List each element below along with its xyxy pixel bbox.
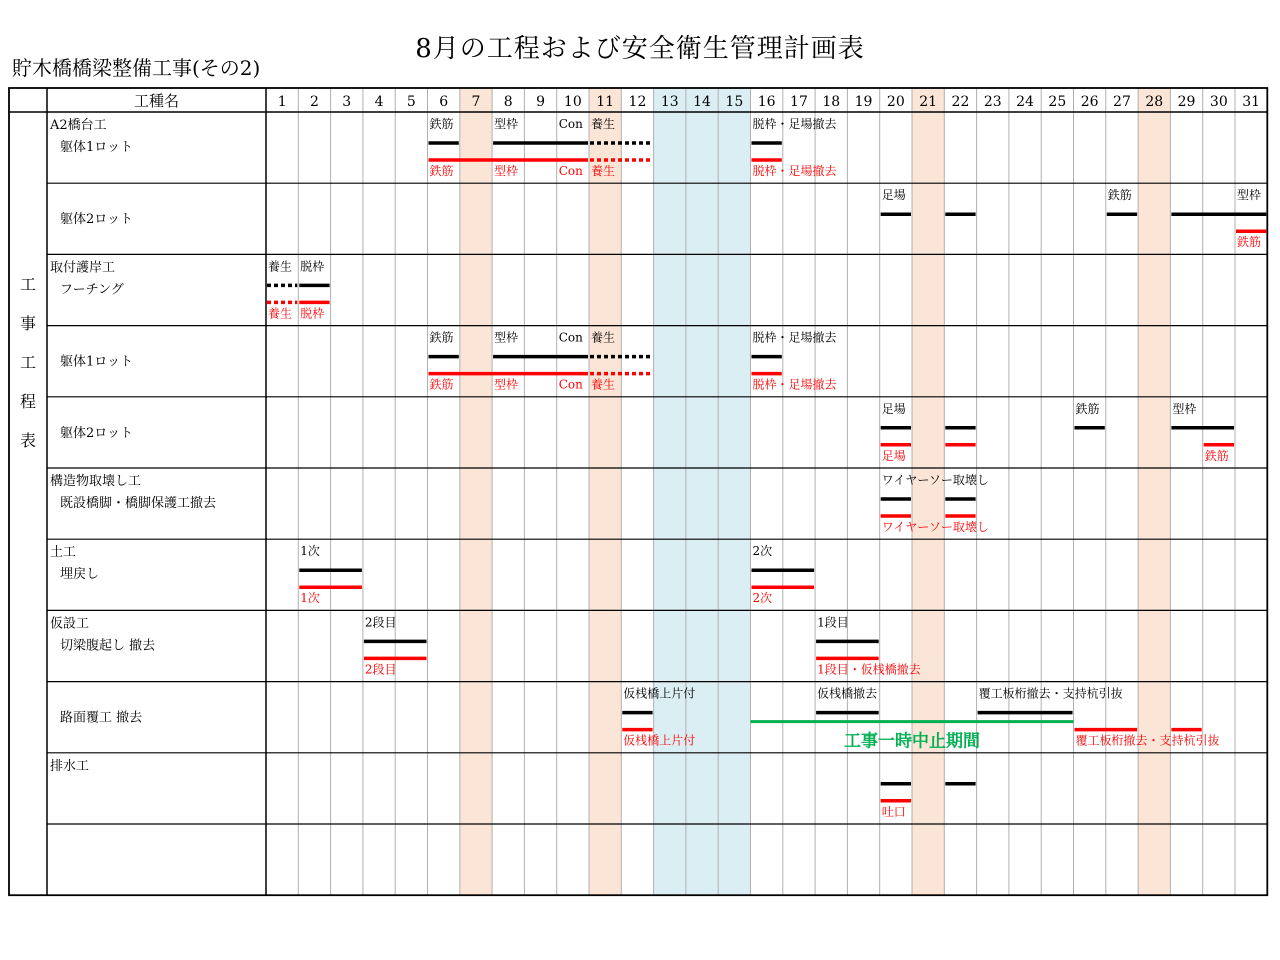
- day-header: 28: [1145, 94, 1164, 110]
- plan-label: 足場: [881, 188, 906, 203]
- day-header: 24: [1016, 94, 1034, 110]
- day-header: 22: [951, 94, 970, 110]
- day-header: 13: [660, 94, 679, 110]
- row-category: 仮設工: [50, 616, 90, 632]
- actual-label: 型枠: [494, 164, 519, 178]
- day-header: 20: [886, 94, 905, 110]
- day-header: 11: [596, 94, 615, 110]
- plan-label: 養生: [591, 117, 616, 131]
- section-label-char: 工: [19, 353, 37, 372]
- row-item: 切梁腹起し 撤去: [60, 638, 156, 654]
- plan-label: 脱枠: [300, 259, 325, 274]
- plan-label: 足場: [881, 401, 906, 416]
- plan-label: 型枠: [494, 330, 519, 345]
- plan-label: 養生: [591, 330, 616, 345]
- plan-label: 型枠: [494, 117, 519, 131]
- day-shade: [686, 88, 718, 895]
- row-category: 排水工: [50, 758, 90, 774]
- day-header: 23: [983, 94, 1002, 110]
- actual-label: 1次: [300, 591, 320, 606]
- row-category: 構造物取壊し工: [50, 474, 142, 489]
- plan-label: 養生: [268, 259, 293, 274]
- row-item: 躯体2ロット: [60, 212, 134, 228]
- actual-label: ワイヤーソー取壊し: [881, 520, 989, 534]
- day-header: 14: [693, 94, 711, 110]
- actual-label: 覆工板桁撤去・支持杭引抜: [1075, 733, 1220, 748]
- day-header: 26: [1080, 94, 1099, 110]
- actual-label: 養生: [268, 306, 293, 321]
- day-shade: [912, 88, 944, 895]
- row-item: 既設橋脚・橋脚保護工撤去: [60, 496, 217, 511]
- day-header: 15: [725, 94, 744, 110]
- plan-label: 2次: [752, 544, 773, 559]
- day-header: 29: [1177, 94, 1196, 110]
- day-header: 12: [628, 94, 647, 110]
- project-name: 貯木橋橋梁整備工事(その2): [12, 56, 261, 80]
- day-header: 31: [1242, 94, 1261, 110]
- day-shade: [460, 88, 492, 895]
- actual-label: 鉄筋: [1204, 448, 1229, 463]
- section-label-char: 程: [19, 392, 37, 411]
- actual-label: 養生: [591, 164, 616, 178]
- row-category: 土工: [50, 545, 77, 561]
- section-label-char: 表: [19, 431, 37, 450]
- day-header: 3: [342, 94, 352, 110]
- actual-label: 2次: [752, 591, 773, 606]
- plan-label: 鉄筋: [1075, 401, 1100, 416]
- day-header: 1: [277, 94, 287, 110]
- actual-label: Con: [558, 164, 583, 178]
- actual-label: 仮桟橋上片付: [623, 733, 696, 748]
- plan-label: 1段目: [817, 615, 849, 630]
- section-label-char: 工: [19, 275, 37, 294]
- plan-label: Con: [558, 117, 583, 131]
- day-header: 5: [406, 94, 416, 110]
- actual-label: 養生: [591, 377, 616, 392]
- plan-label: 脱枠・足場撤去: [752, 330, 837, 345]
- plan-label: 脱枠・足場撤去: [752, 117, 837, 131]
- plan-label: 仮桟橋上片付: [623, 686, 696, 701]
- day-header: 9: [536, 94, 546, 110]
- day-header: 10: [563, 94, 582, 110]
- actual-label: 型枠: [494, 377, 519, 392]
- actual-label: 吐口: [881, 804, 906, 819]
- row-category: A2橋台工: [50, 118, 107, 133]
- row-item: フーチング: [60, 282, 124, 298]
- plan-label: 2段目: [364, 615, 397, 630]
- day-header: 21: [919, 94, 938, 110]
- plan-label: ワイヤーソー取壊し: [881, 473, 989, 487]
- day-header: 30: [1209, 94, 1228, 110]
- row-category: 取付護岸工: [50, 260, 116, 276]
- actual-label: 鉄筋: [429, 377, 454, 392]
- day-header: 18: [822, 94, 841, 110]
- suspension-label: 工事一時中止期間: [844, 731, 980, 752]
- actual-label: 脱枠: [300, 306, 325, 321]
- day-shade: [1138, 88, 1170, 895]
- row-item: 躯体2ロット: [60, 425, 134, 441]
- plan-label: Con: [558, 330, 583, 345]
- plan-label: 型枠: [1172, 401, 1197, 416]
- day-header: 8: [503, 94, 513, 110]
- actual-label: 鉄筋: [429, 164, 454, 178]
- plan-label: 型枠: [1237, 188, 1262, 203]
- plan-label: 鉄筋: [1107, 188, 1132, 203]
- day-header: 6: [439, 94, 449, 110]
- plan-label: 覆工板桁撤去・支持杭引抜: [978, 686, 1123, 701]
- actual-label: 足場: [881, 448, 906, 463]
- row-item: 躯体1ロット: [60, 354, 134, 370]
- header-work-type: 工種名: [133, 92, 180, 110]
- actual-label: 2段目: [364, 662, 397, 677]
- day-header: 19: [854, 94, 873, 110]
- row-item: 躯体1ロット: [60, 140, 134, 155]
- actual-label: 脱枠・足場撤去: [752, 377, 837, 392]
- row-item: 路面覆工 撤去: [60, 710, 143, 726]
- table-border: [9, 88, 1267, 895]
- plan-label: 鉄筋: [429, 117, 454, 131]
- plan-label: 鉄筋: [429, 330, 454, 345]
- day-shade: [718, 88, 750, 895]
- day-header: 16: [757, 94, 776, 110]
- section-label-char: 事: [19, 314, 37, 333]
- row-item: 埋戻し: [60, 567, 100, 583]
- day-shade: [589, 88, 621, 895]
- plan-label: 仮桟橋撤去: [817, 686, 878, 701]
- day-header: 4: [374, 94, 384, 110]
- day-header: 2: [309, 94, 319, 110]
- day-header: 17: [790, 94, 808, 110]
- day-header: 25: [1048, 94, 1067, 110]
- actual-label: 鉄筋: [1237, 235, 1262, 250]
- day-header: 7: [471, 94, 481, 110]
- actual-label: Con: [558, 377, 583, 392]
- actual-label: 脱枠・足場撤去: [752, 164, 837, 178]
- plan-label: 1次: [300, 544, 320, 559]
- page-title: 8月の工程および安全衛生管理計画表: [415, 34, 865, 64]
- actual-label: 1段目・仮桟橋撤去: [817, 662, 921, 677]
- day-shade: [654, 88, 686, 895]
- day-header: 27: [1113, 94, 1131, 110]
